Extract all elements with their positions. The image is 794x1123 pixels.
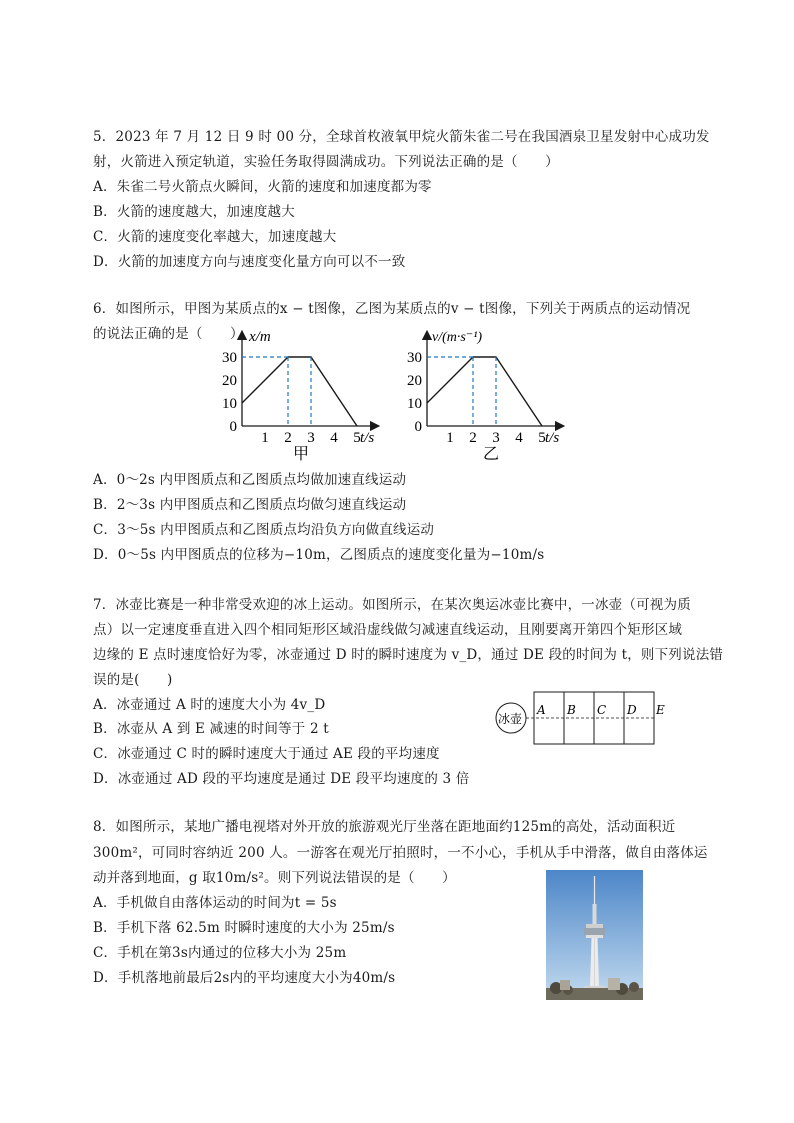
graph-a-series-line — [242, 357, 357, 426]
gb-xtick-label: 1 — [446, 430, 454, 446]
q7-option-d: D．冰壶通过 AD 段的平均速度是通过 DE 段平均速度的 3 倍 — [93, 771, 470, 787]
gb-ytick-label: 20 — [407, 373, 422, 389]
q5-option-a: A．朱雀二号火箭点火瞬间，火箭的速度和加速度都为零 — [93, 179, 432, 195]
q5-stem-line2: 射，火箭进入预定轨道，实验任务取得圆满成功。下列说法正确的是（ ） — [93, 154, 559, 170]
q5-option-b: B．火箭的速度越大，加速度越大 — [93, 204, 295, 220]
curling-point-a: A — [537, 703, 546, 717]
q7-stem-line4: 误的是( ) — [93, 672, 173, 688]
q8-stem-line3: 动并落到地面，g 取10m/s²。则下列说法错误的是（ ） — [93, 870, 456, 886]
q7-stem-line3: 边缘的 E 点时速度恰好为零，冰壶通过 D 时的瞬时速度为 v_D，通过 DE 段的时间为 t，则下列说法错 — [93, 647, 724, 663]
gb-xtick-label: 5 — [538, 430, 546, 446]
curling-point-b: B — [567, 703, 576, 717]
curling-point-d: D — [627, 703, 637, 717]
ga-ytick-label: 10 — [222, 396, 237, 412]
q6-option-b: B．2～3s 内甲图质点和乙图质点均做匀速直线运动 — [93, 497, 407, 513]
q8-option-c: C．手机在第3s内通过的位移大小为 25m — [93, 945, 347, 961]
q8-option-b: B．手机下落 62.5m 时瞬时速度的大小为 25m/s — [93, 920, 395, 936]
gb-ytick-label: 0 — [414, 419, 422, 435]
graph-b-xlabel: t/s — [545, 430, 560, 446]
q7-option-c: C．冰壶通过 C 时的瞬时速度大于通过 AE 段的平均速度 — [93, 746, 440, 762]
curling-point-e: E — [656, 703, 665, 717]
ga-ytick-label: 20 — [222, 373, 237, 389]
q7-stem-line2: 点）以一定速度垂直进入四个相同矩形区域沿虚线做匀减速直线运动，且刚要离开第四个矩形区域 — [93, 622, 683, 638]
q5-option-c: C．火箭的速度变化率越大，加速度越大 — [93, 229, 337, 245]
gb-xtick-label: 3 — [492, 430, 500, 446]
ga-xtick-label: 5 — [353, 430, 361, 446]
q6-option-a: A．0～2s 内甲图质点和乙图质点均做加速直线运动 — [93, 472, 407, 488]
ga-ytick-label: 30 — [222, 350, 237, 366]
graph-a-xlabel: t/s — [360, 430, 375, 446]
q5-stem-line1: 5．2023 年 7 月 12 日 9 时 00 分，全球首枚液氧甲烷火箭朱雀二号在我国酒泉卫星发射中心成功发 — [93, 129, 710, 145]
ga-xtick-label: 1 — [261, 430, 269, 446]
ga-ytick-label: 0 — [229, 419, 237, 435]
gb-xtick-label: 2 — [469, 430, 477, 446]
q6-option-c: C．3～5s 内甲图质点和乙图质点均沿负方向做直线运动 — [93, 522, 435, 538]
q8-stem-line1: 8．如图所示，某地广播电视塔对外开放的旅游观光厅坐落在距地面约125m的高处，活动面积近 — [93, 819, 676, 835]
ga-xtick-label: 2 — [284, 430, 292, 446]
q7-option-b: B．冰壶从 A 到 E 减速的时间等于 2 t — [93, 721, 329, 737]
gb-xtick-label: 4 — [515, 430, 523, 446]
q7-stem-line1: 7．冰壶比赛是一种非常受欢迎的冰上运动。如图所示，在某次奥运冰壶比赛中，一冰壶（可视为质 — [93, 597, 691, 613]
q6-stem-line2: 的说法正确的是（ ） — [93, 326, 244, 342]
q7-option-a: A．冰壶通过 A 时的速度大小为 4v_D — [93, 697, 326, 713]
graph-x-t — [215, 325, 385, 465]
q8-option-a: A．手机做自由落体运动的时间为t = 5s — [93, 895, 337, 911]
graph-v-t — [400, 325, 580, 465]
q6-stem-line1: 6．如图所示，甲图为某质点的x − t图像，乙图为某质点的v − t图像，下列关于两质点的运动情况 — [93, 301, 691, 317]
ga-xtick-label: 3 — [307, 430, 315, 446]
curling-point-c: C — [597, 703, 607, 717]
ga-xtick-label: 4 — [330, 430, 338, 446]
q6-option-d: D．0～5s 内甲图质点的位移为−10m，乙图质点的速度变化量为−10m/s — [93, 547, 545, 563]
graph-b-ylabel: v/(m·s⁻¹) — [432, 330, 483, 345]
graph-a-ylabel: x/m — [249, 329, 271, 345]
tv-tower-photo — [546, 870, 643, 1000]
gb-ytick-label: 30 — [407, 350, 422, 366]
q8-stem-line2: 300m²，可同时容纳近 200 人。一游客在观光厅拍照时，一不小心，手机从手中滑落，做自由落体运 — [93, 845, 708, 861]
curling-stone-label: 冰壶 — [498, 712, 523, 726]
graph-b-series-line — [427, 357, 542, 426]
curling-diagram — [494, 690, 674, 746]
q8-option-d: D．手机落地前最后2s内的平均速度大小为40m/s — [93, 970, 396, 986]
gb-ytick-label: 10 — [407, 396, 422, 412]
q5-option-d: D．火箭的加速度方向与速度变化量方向可以不一致 — [93, 254, 406, 270]
graph-a-caption: 甲 — [293, 446, 310, 463]
graph-b-caption: 乙 — [483, 446, 500, 463]
